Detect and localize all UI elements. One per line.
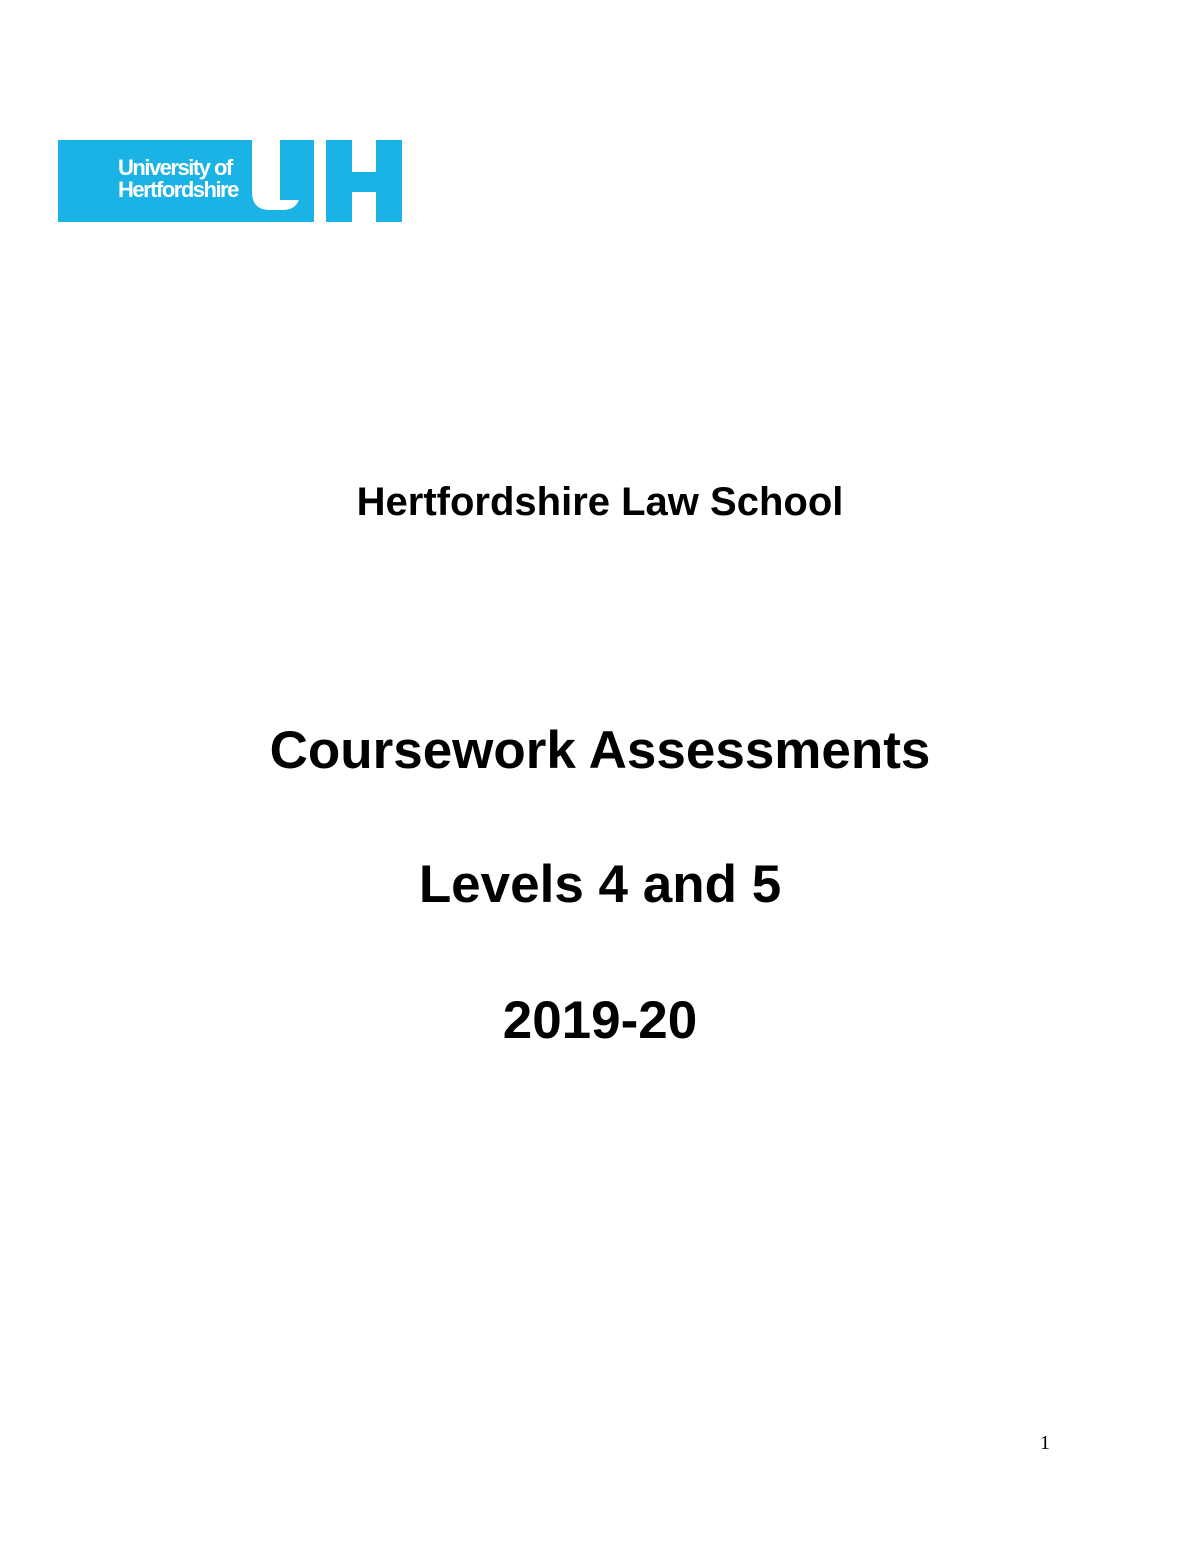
document-levels: Levels 4 and 5 [418, 855, 782, 914]
logo-line-1: University of [118, 155, 232, 180]
logo-wordmark [118, 157, 258, 201]
logo-line-2: Hertfordshire [118, 177, 238, 202]
document-year: 2019-20 [502, 991, 698, 1050]
document-title: Coursework Assessments [269, 721, 931, 780]
school-name: Hertfordshire Law School [356, 480, 844, 524]
university-logo [58, 140, 402, 222]
page-number: 1 [1040, 1432, 1050, 1454]
